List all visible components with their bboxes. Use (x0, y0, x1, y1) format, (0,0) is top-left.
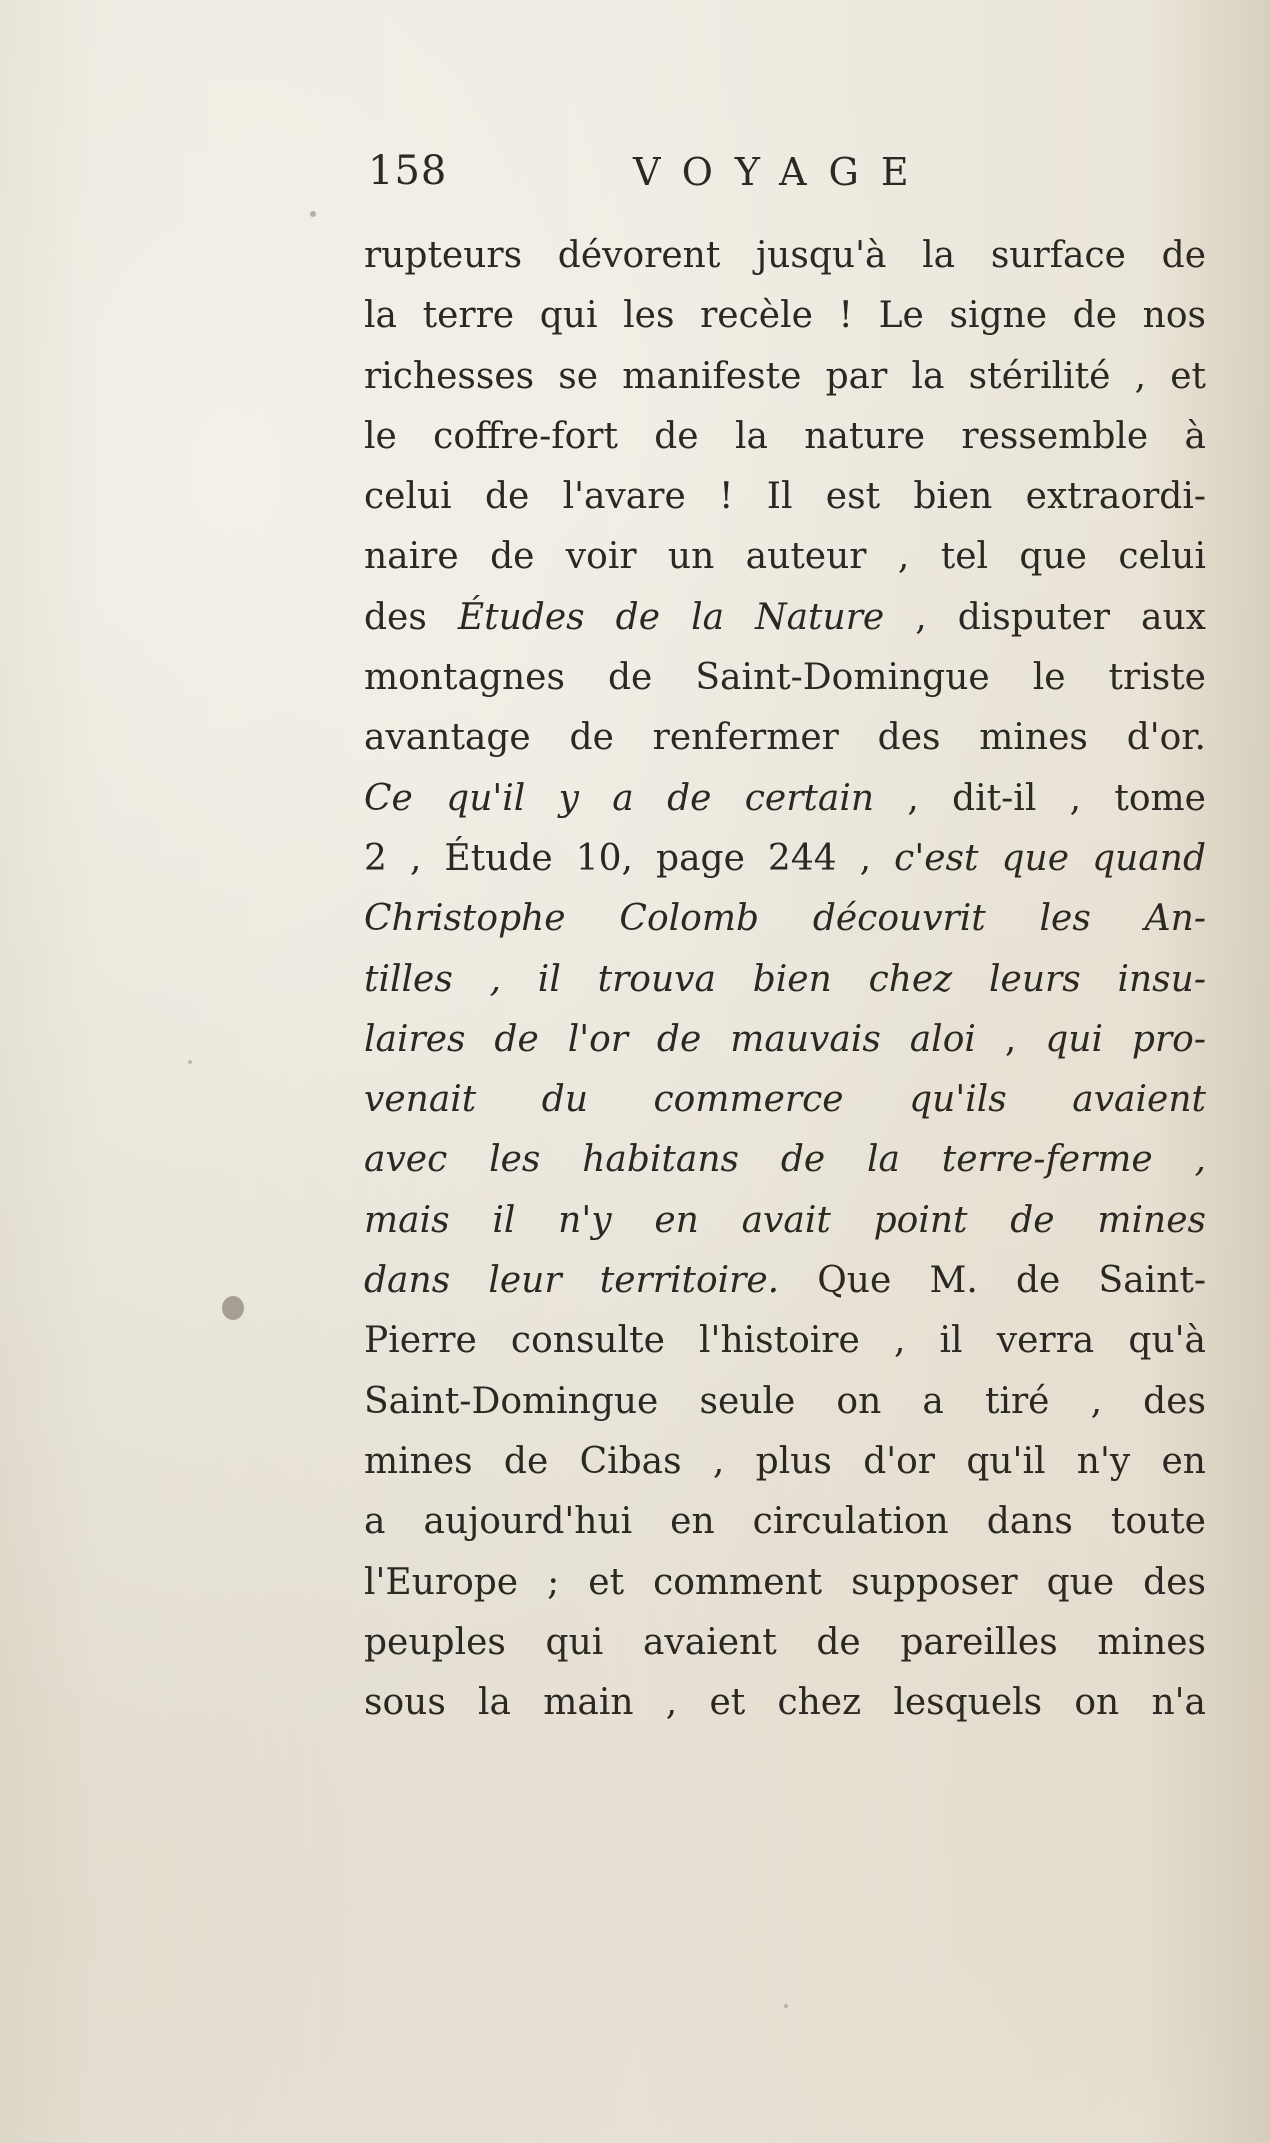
text-line (364, 889, 1206, 949)
text-line (364, 467, 1206, 527)
text-line (364, 1130, 1206, 1190)
text-line (364, 226, 1206, 286)
text-line (364, 1372, 1206, 1432)
text-line (364, 1311, 1206, 1371)
text-line (364, 829, 1206, 889)
text-segment: le coffre-fort de la nature ressemble à (364, 415, 1206, 457)
text-line (364, 769, 1206, 829)
text-segment: des (364, 596, 458, 638)
italic-text: venait du commerce qu'ils avaient (364, 1079, 1206, 1121)
text-segment: montagnes de Saint-Domingue le triste (364, 657, 1206, 699)
italic-text: Christophe Colomb découvrit les An- (364, 898, 1206, 940)
text-segment: richesses se manifeste par la stérilité , et (364, 355, 1206, 397)
text-line (364, 407, 1206, 467)
text-line (364, 1191, 1206, 1251)
text-line (364, 286, 1206, 346)
text-segment: Que M. de Saint- (779, 1260, 1206, 1302)
italic-text: mais il n'y en avait point de mines (364, 1199, 1206, 1241)
text-segment: Pierre consulte l'histoire , il verra qu'à (364, 1320, 1206, 1362)
text-line (364, 950, 1206, 1010)
text-line (364, 708, 1206, 768)
italic-text: Études de la Nature (457, 596, 885, 638)
text-segment: 2 , Étude 10, page 244 , (364, 837, 895, 879)
text-line (364, 648, 1206, 708)
text-line (364, 1251, 1206, 1311)
text-line (364, 1070, 1206, 1130)
text-segment: sous la main , et chez lesquels on n'a (364, 1682, 1206, 1724)
body-text (364, 226, 1206, 1733)
ink-speck (310, 211, 316, 217)
text-segment: peuples qui avaient de pareilles mines (364, 1621, 1206, 1663)
text-line (364, 347, 1206, 407)
text-segment: , disputer aux (884, 596, 1206, 638)
italic-text: Ce qu'il y a de certain (364, 777, 875, 819)
page-header (368, 148, 1208, 208)
text-line (364, 527, 1206, 587)
text-segment: naire de voir un auteur , tel que celui (364, 536, 1206, 578)
text-line (364, 588, 1206, 648)
text-segment: avantage de renfermer des mines d'or. (364, 717, 1206, 759)
italic-text: tilles , il trouva bien chez leurs insu- (364, 958, 1206, 1000)
italic-text: dans leur territoire. (364, 1260, 780, 1302)
ink-speck (784, 2004, 788, 2008)
ink-spot (222, 1296, 244, 1320)
text-segment: , dit-il , tome (874, 777, 1206, 819)
text-segment: rupteurs dévorent jusqu'à la surface de (364, 235, 1206, 276)
text-line (364, 1553, 1206, 1613)
text-segment: celui de l'avare ! Il est bien extraordi- (364, 476, 1206, 518)
italic-text: c'est que quand (894, 837, 1206, 879)
text-segment: , (975, 1018, 1046, 1060)
page-number: 158 (368, 148, 448, 194)
text-line (364, 1432, 1206, 1492)
text-segment: mines de Cibas , plus d'or qu'il n'y en (364, 1440, 1206, 1482)
text-line (364, 1613, 1206, 1673)
text-segment: l'Europe ; et comment supposer que des (364, 1561, 1206, 1603)
italic-text: laires de l'or de mauvais aloi (364, 1018, 976, 1060)
ink-speck (188, 1060, 192, 1064)
text-line (364, 1673, 1206, 1733)
text-segment: la terre qui les recèle ! Le signe de nos (364, 295, 1206, 337)
text-segment: a aujourd'hui en circulation dans toute (364, 1501, 1206, 1543)
text-line (364, 1010, 1206, 1070)
text-line (364, 1492, 1206, 1552)
running-title: VOYAGE (633, 150, 931, 194)
text-segment: Saint-Domingue seule on a tiré , des (364, 1380, 1206, 1422)
italic-text: qui pro- (1045, 1018, 1206, 1060)
italic-text: avec les habitans de la terre-ferme , (364, 1139, 1206, 1181)
